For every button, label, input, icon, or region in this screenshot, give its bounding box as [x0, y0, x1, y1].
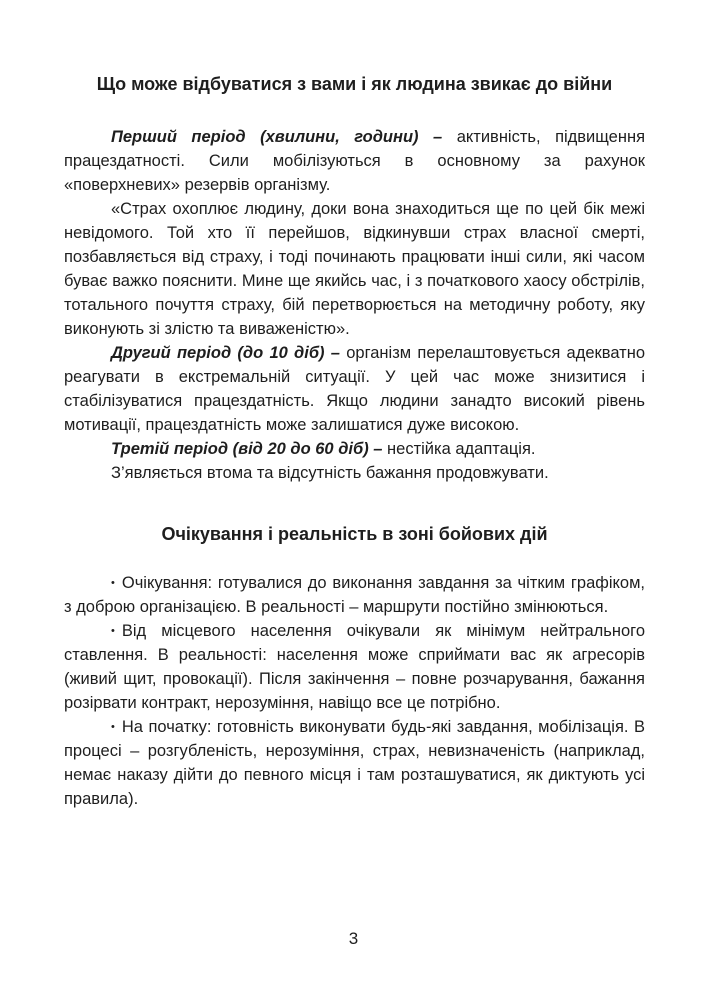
list-item-expectations — [64, 571, 645, 619]
list-item-local-population-text: Від місцевого населення очікували як мінімум нейтрального ставлення. В реальності: населення може сприймати вас як агресорів (живий щит, провокації). Після закінчення – повне розчарування, бажання розірвати контракт, нерозуміння, навіщо все це потрібно. — [64, 622, 645, 712]
page-title: Що може відбуватися з вами і як людина звикає до війни — [96, 74, 613, 94]
second-period-text: організм перелаштовується адекватно реагувати в екстремальній ситуації. У цей час може знизитися і стабілізуватися працездатність. Якщо людини занадто високий рівень мотивації, працездатність може залишатися дуже високою. — [64, 344, 645, 434]
second-period-lead: Другий період (до 10 діб) – — [111, 344, 340, 362]
first-period-lead: Перший період (хвилини, години) – — [111, 128, 443, 146]
third-period-lead: Третій період (від 20 до 60 діб) – — [111, 440, 383, 458]
section-heading-expectations: Очікування і реальність в зоні бойових дій — [161, 524, 548, 544]
page-number: 3 — [348, 929, 359, 948]
paragraph-third-period — [64, 437, 645, 461]
bullet-icon: • — [111, 625, 115, 637]
paragraph-fatigue: З’являється втома та відсутність бажання продовжувати. — [111, 464, 549, 482]
list-item-local-population — [64, 619, 645, 715]
paragraph-fear-quote: «Страх охоплює людину, доки вона знаходиться ще по цей бік межі невідомого. Той хто її перейшов, відкинувши страх власної смерті, позбавляється від страху, і тоді починають працювати інші сили, які часом буває важко пояснити. Мине ще якийсь час, і з початкового хаосу обстрілів, тотального почуття страху, бій перетворюється на методичну роботу, яку виконують зі злістю та виваженістю». — [64, 200, 645, 338]
list-item-expectations-text: Очікування: готувалися до виконання завдання за чітким графіком, з доброю організацією. В реальності – маршрути постійно змінюються. — [64, 574, 645, 616]
bullet-icon: • — [111, 577, 115, 589]
bullet-icon: • — [111, 721, 115, 733]
list-item-beginning — [64, 715, 645, 811]
third-period-text: нестійка адаптація. — [387, 440, 536, 458]
paragraph-first-period — [64, 125, 645, 197]
first-period-text: активність, підвищення працездатності. Сили мобілізуються в основному за рахунок «поверхневих» резервів організму. — [64, 128, 645, 194]
paragraph-second-period — [64, 341, 645, 437]
list-item-beginning-text: На початку: готовність виконувати будь-які завдання, мобілізація. В процесі – розгубленість, нерозуміння, страх, невизначеність (наприклад, немає наказу дійти до певного місця і там розташуватися, як диктують усі правила). — [64, 718, 645, 808]
